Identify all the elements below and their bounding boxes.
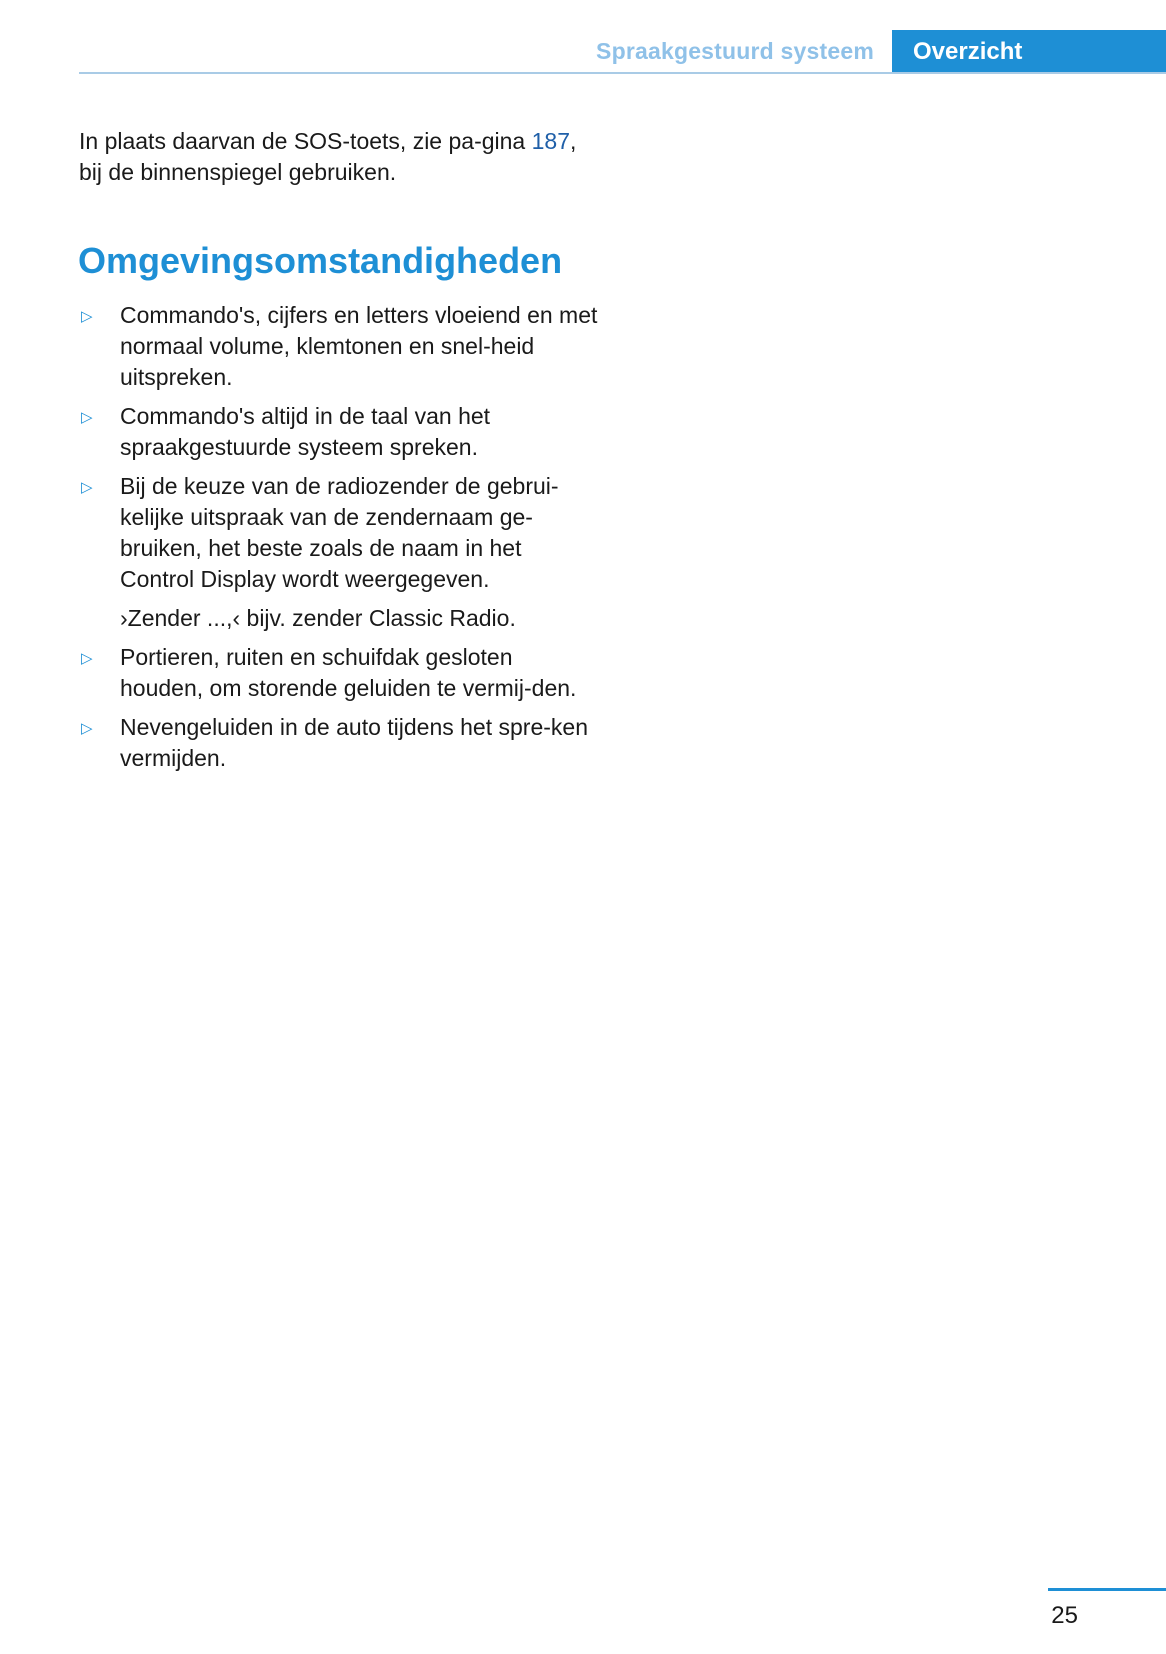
list-item [79, 401, 599, 463]
list-item [79, 712, 599, 774]
list-item-text: Bij de keuze van de radiozender de gebrui-kelijke uitspraak van de zendernaam ge-bruiken, het beste zoals de naam in het Control Display wordt weergegeven. [120, 473, 559, 592]
triangle-bullet-icon: ▷ [81, 308, 93, 325]
page-reference-link[interactable]: 187 [531, 128, 570, 154]
header-tab-label: Overzicht [913, 38, 1023, 65]
triangle-bullet-icon: ▷ [81, 409, 93, 426]
intro-text-after: , bij de binnenspiegel gebruiken. [79, 128, 577, 185]
triangle-bullet-icon: ▷ [81, 650, 93, 667]
page-number: 25 [1051, 1602, 1078, 1629]
header-tab [892, 30, 1166, 74]
intro-text-before: In plaats daarvan de SOS-toets, zie pa-gina [79, 128, 532, 154]
list-item [79, 300, 599, 393]
header-section-title: Spraakgestuurd systeem [596, 38, 874, 64]
intro-paragraph [79, 126, 599, 188]
list-item-text: Commando's altijd in de taal van het spraakgestuurde systeem spreken. [120, 403, 491, 460]
list-item [79, 642, 599, 704]
section-heading: Omgevingsomstandigheden [78, 240, 563, 281]
tips-list [79, 300, 599, 782]
list-item-text: Commando's, cijfers en letters vloeiend en met normaal volume, klemtonen en snel-heid uitspreken. [120, 302, 598, 390]
list-item-example: ›Zender ...,‹ bijv. zender Classic Radio. [120, 605, 516, 631]
triangle-bullet-icon: ▷ [81, 479, 93, 496]
list-item [79, 471, 599, 634]
list-item-text: Nevengeluiden in de auto tijdens het spre-ken vermijden. [120, 714, 588, 771]
triangle-bullet-icon: ▷ [81, 720, 93, 737]
header-divider [79, 72, 1166, 74]
footer-divider [1048, 1588, 1166, 1591]
list-item-text: Portieren, ruiten en schuifdak gesloten houden, om storende geluiden te vermij-den. [120, 644, 577, 701]
